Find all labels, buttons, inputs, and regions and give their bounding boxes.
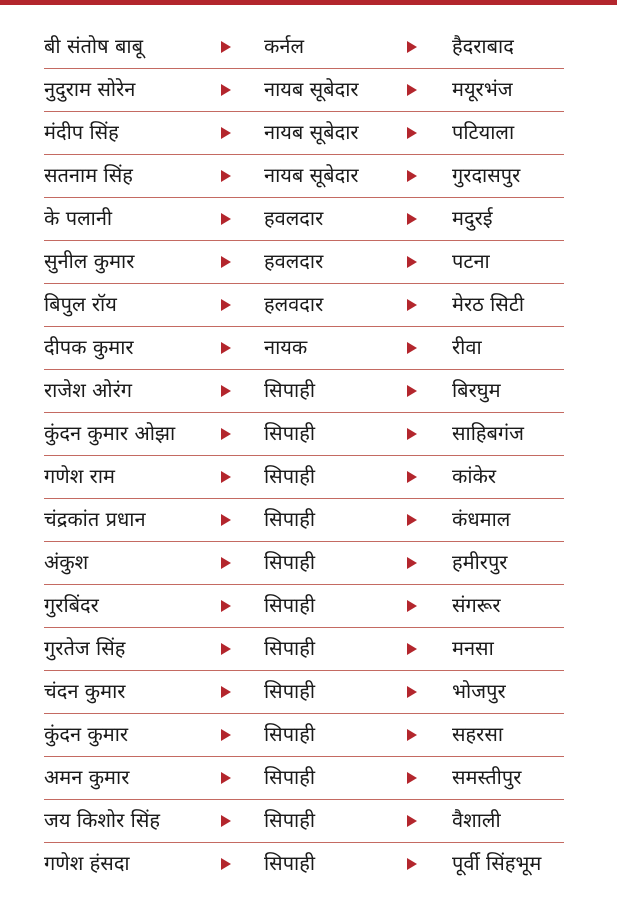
play-triangle-icon [407, 858, 417, 870]
rank-cell: नायक [264, 335, 308, 359]
play-triangle-icon [407, 256, 417, 268]
rank-cell: सिपाही [264, 722, 316, 746]
rank-cell: सिपाही [264, 851, 316, 875]
place-cell: सहरसा [452, 722, 504, 746]
name-cell: कुंदन कुमार ओझा [44, 421, 176, 445]
name-cell: जय किशोर सिंह [44, 808, 160, 832]
rank-cell: सिपाही [264, 507, 316, 531]
list-row [44, 800, 564, 843]
list-row [44, 542, 564, 585]
place-cell: कंधमाल [452, 507, 511, 531]
list-row [44, 757, 564, 800]
play-triangle-icon [221, 213, 231, 225]
name-cell: गुरबिंदर [44, 593, 99, 617]
name-cell: चंदन कुमार [44, 679, 126, 703]
play-triangle-icon [221, 170, 231, 182]
rank-cell: सिपाही [264, 550, 316, 574]
play-triangle-icon [221, 643, 231, 655]
list-row [44, 585, 564, 628]
name-cell: गणेश राम [44, 464, 115, 488]
name-cell: मंदीप सिंह [44, 120, 119, 144]
play-triangle-icon [407, 815, 417, 827]
play-triangle-icon [221, 256, 231, 268]
place-cell: गुरदासपुर [452, 163, 521, 187]
play-triangle-icon [407, 471, 417, 483]
play-triangle-icon [407, 299, 417, 311]
place-cell: साहिबगंज [452, 421, 525, 445]
list-row [44, 327, 564, 370]
play-triangle-icon [407, 84, 417, 96]
play-triangle-icon [407, 127, 417, 139]
play-triangle-icon [221, 557, 231, 569]
play-triangle-icon [221, 729, 231, 741]
name-cell: चंद्रकांत प्रधान [44, 507, 146, 531]
place-cell: हैदराबाद [452, 34, 514, 58]
list-row [44, 241, 564, 284]
list-row [44, 112, 564, 155]
list-row [44, 26, 564, 69]
name-cell: नुदुराम सोरेन [44, 77, 136, 101]
rank-cell: सिपाही [264, 636, 316, 660]
rank-cell: नायब सूबेदार [264, 120, 359, 144]
rank-cell: सिपाही [264, 378, 316, 402]
place-cell: मनसा [452, 636, 494, 660]
rank-cell: सिपाही [264, 808, 316, 832]
play-triangle-icon [407, 41, 417, 53]
rank-cell: सिपाही [264, 679, 316, 703]
place-cell: समस्तीपुर [452, 765, 522, 789]
place-cell: कांकेर [452, 464, 497, 488]
rank-cell: हलवदार [264, 292, 324, 316]
play-triangle-icon [407, 342, 417, 354]
place-cell: पटियाला [452, 120, 515, 144]
play-triangle-icon [407, 213, 417, 225]
place-cell: मेरठ सिटी [452, 292, 525, 316]
play-triangle-icon [407, 385, 417, 397]
play-triangle-icon [221, 514, 231, 526]
list-row [44, 843, 564, 886]
play-triangle-icon [407, 600, 417, 612]
list-row [44, 714, 564, 757]
rank-cell: हवलदार [264, 206, 324, 230]
list-row [44, 370, 564, 413]
place-cell: पटना [452, 249, 490, 273]
place-cell: वैशाली [452, 808, 501, 832]
rank-cell: नायब सूबेदार [264, 77, 359, 101]
place-cell: पूर्वी सिंहभूम [452, 851, 542, 875]
play-triangle-icon [221, 471, 231, 483]
name-cell: अंकुश [44, 550, 89, 574]
play-triangle-icon [221, 815, 231, 827]
name-cell: सतनाम सिंह [44, 163, 133, 187]
place-cell: हमीरपुर [452, 550, 508, 574]
list-row [44, 499, 564, 542]
play-triangle-icon [221, 686, 231, 698]
name-cell: गणेश हंसदा [44, 851, 130, 875]
play-triangle-icon [407, 729, 417, 741]
list-row [44, 198, 564, 241]
play-triangle-icon [221, 428, 231, 440]
rank-cell: सिपाही [264, 593, 316, 617]
name-cell: बिपुल रॉय [44, 292, 117, 316]
play-triangle-icon [407, 772, 417, 784]
list-row [44, 628, 564, 671]
name-cell: कुंदन कुमार [44, 722, 129, 746]
play-triangle-icon [221, 342, 231, 354]
play-triangle-icon [221, 385, 231, 397]
play-triangle-icon [407, 686, 417, 698]
place-cell: संगरूर [452, 593, 501, 617]
list-row [44, 671, 564, 714]
place-cell: रीवा [452, 335, 482, 359]
play-triangle-icon [221, 299, 231, 311]
play-triangle-icon [407, 428, 417, 440]
name-cell: दीपक कुमार [44, 335, 134, 359]
list-row [44, 155, 564, 198]
place-cell: बिरघुम [452, 378, 501, 402]
play-triangle-icon [407, 514, 417, 526]
play-triangle-icon [221, 858, 231, 870]
place-cell: मदुरई [452, 206, 493, 230]
play-triangle-icon [221, 600, 231, 612]
play-triangle-icon [221, 772, 231, 784]
name-cell: के पलानी [44, 206, 113, 230]
place-cell: भोजपुर [452, 679, 506, 703]
rank-cell: कर्नल [264, 34, 305, 58]
play-triangle-icon [221, 127, 231, 139]
rank-cell: नायब सूबेदार [264, 163, 359, 187]
rank-cell: सिपाही [264, 464, 316, 488]
top-accent-bar [0, 0, 617, 5]
play-triangle-icon [407, 170, 417, 182]
martyrs-list [44, 26, 564, 886]
place-cell: मयूरभंज [452, 77, 513, 101]
play-triangle-icon [407, 643, 417, 655]
play-triangle-icon [221, 41, 231, 53]
play-triangle-icon [407, 557, 417, 569]
rank-cell: हवलदार [264, 249, 324, 273]
list-row [44, 456, 564, 499]
name-cell: अमन कुमार [44, 765, 130, 789]
list-row [44, 284, 564, 327]
play-triangle-icon [221, 84, 231, 96]
rank-cell: सिपाही [264, 765, 316, 789]
name-cell: गुरतेज सिंह [44, 636, 126, 660]
list-row [44, 413, 564, 456]
name-cell: बी संतोष बाबू [44, 34, 143, 58]
list-row [44, 69, 564, 112]
name-cell: सुनील कुमार [44, 249, 135, 273]
name-cell: राजेश ओरंग [44, 378, 133, 402]
rank-cell: सिपाही [264, 421, 316, 445]
